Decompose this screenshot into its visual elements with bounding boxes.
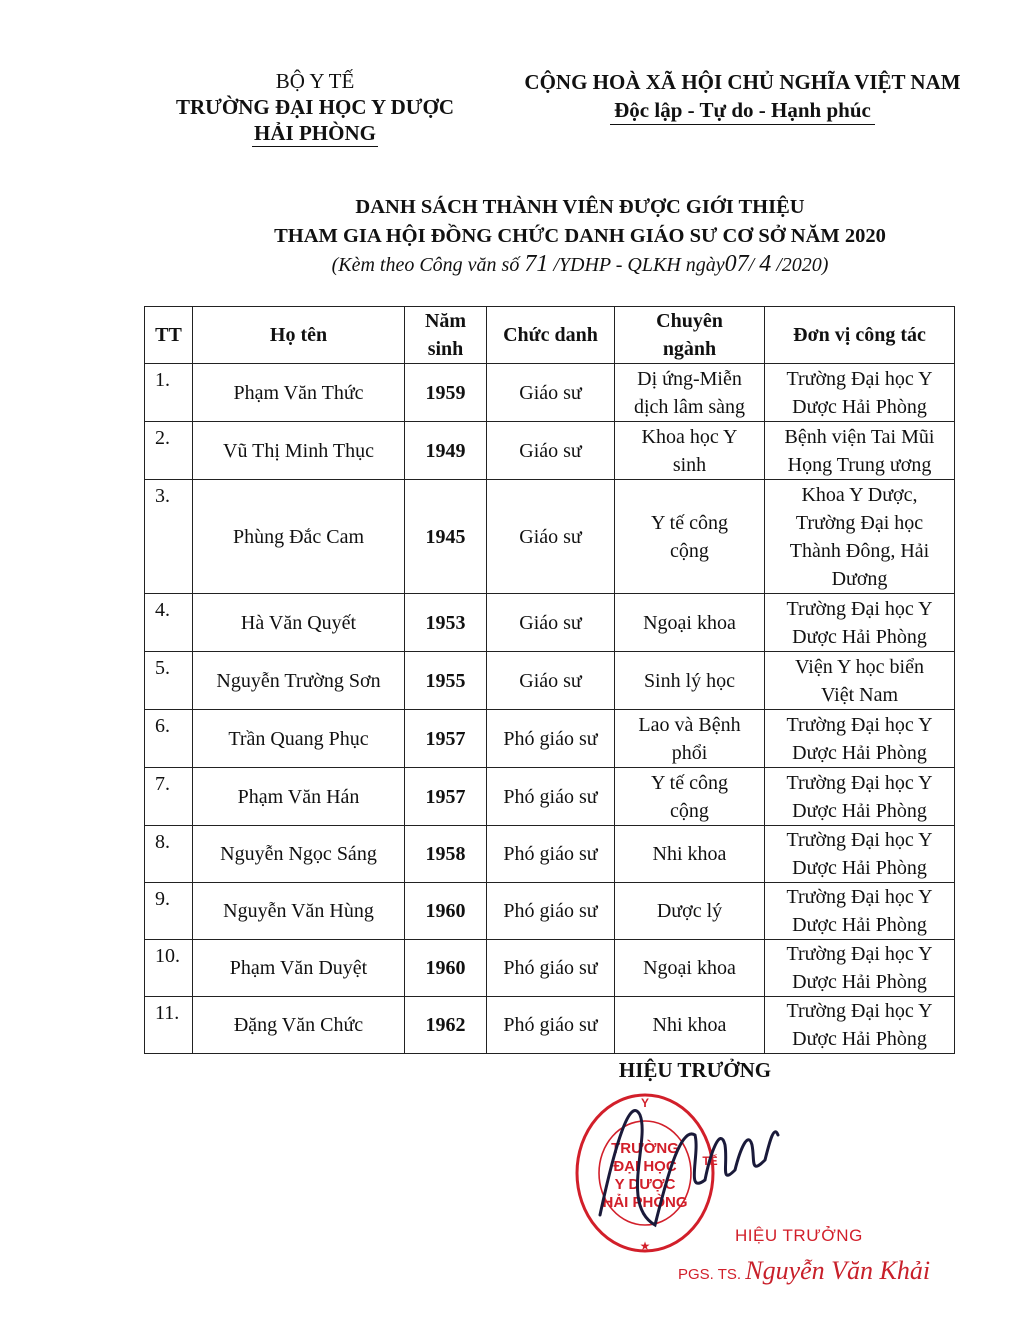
seal-text-4: HẢI PHÒNG xyxy=(602,1194,688,1211)
cell-field xyxy=(615,652,765,710)
col-header-field-l1: Chuyên xyxy=(656,310,723,332)
col-header-field xyxy=(615,307,765,364)
table-row xyxy=(145,422,955,480)
cell-field-line: cộng xyxy=(670,799,709,822)
cell-title: Giáo sư xyxy=(487,422,615,480)
cell-unit-line: Việt Nam xyxy=(820,683,899,706)
cell-unit xyxy=(765,883,955,940)
cell-name: Trần Quang Phục xyxy=(193,710,405,768)
country-name: CỘNG HOÀ XÃ HỘI CHỦ NGHĨA VIỆT NAM xyxy=(524,70,961,94)
school-name-line1: TRƯỜNG ĐẠI HỌC Y DƯỢC xyxy=(175,95,455,119)
col-header-year xyxy=(405,307,487,364)
table-row xyxy=(145,364,955,422)
cell-unit xyxy=(765,940,955,997)
cell-unit-line: Trường Đại học Y xyxy=(786,771,933,794)
cell-tt: 11. xyxy=(145,997,193,1054)
stamp-signer xyxy=(678,1256,930,1286)
table-header-row xyxy=(145,307,955,364)
seal-text-1: TRƯỜNG xyxy=(611,1140,679,1157)
cell-unit-line: Dược Hải Phòng xyxy=(792,857,927,879)
cell-unit-line: Họng Trung ương xyxy=(787,453,932,476)
table-row xyxy=(145,710,955,768)
cell-unit-line: Trường Đại học Y xyxy=(786,597,933,620)
title-line1: DANH SÁCH THÀNH VIÊN ĐƯỢC GIỚI THIỆU xyxy=(355,196,805,218)
seal-text-3: Y DƯỢC xyxy=(614,1176,676,1193)
table-row xyxy=(145,594,955,652)
cell-name: Phùng Đắc Cam xyxy=(193,480,405,594)
cell-year: 1958 xyxy=(405,826,487,883)
ref-suffix: /2020) xyxy=(776,254,829,276)
cell-field-line: Lao và Bệnh xyxy=(638,713,741,736)
cell-year: 1960 xyxy=(405,940,487,997)
col-header-name: Họ tên xyxy=(193,307,405,364)
cell-year: 1962 xyxy=(405,997,487,1054)
cell-unit-line: Thành Đông, Hải xyxy=(789,539,930,562)
cell-year: 1957 xyxy=(405,710,487,768)
cell-unit-line: Dược Hải Phòng xyxy=(792,799,927,822)
cell-unit-line: Dược Hải Phòng xyxy=(792,1028,927,1050)
cell-unit-line: Trường Đại học Y xyxy=(786,943,933,965)
cell-tt: 9. xyxy=(145,883,193,940)
cell-name: Phạm Văn Hán xyxy=(193,768,405,826)
cell-title: Phó giáo sư xyxy=(487,883,615,940)
cell-field-line: Dược lý xyxy=(656,900,723,922)
cell-field xyxy=(615,826,765,883)
member-table xyxy=(144,306,955,1054)
stamp-signer-name: Nguyễn Văn Khải xyxy=(745,1256,931,1285)
ministry-name: BỘ Y TẾ xyxy=(275,69,355,93)
cell-unit xyxy=(765,997,955,1054)
cell-title: Phó giáo sư xyxy=(487,997,615,1054)
table-row xyxy=(145,652,955,710)
col-header-year-l2: sinh xyxy=(427,338,464,360)
seal-text-5: Y xyxy=(640,1096,650,1110)
cell-unit-line: Bệnh viện Tai Mũi xyxy=(784,425,935,448)
ref-sep: / xyxy=(748,254,755,276)
cell-tt: 5. xyxy=(145,652,193,710)
cell-unit-line: Khoa Y Dược, xyxy=(801,483,918,506)
cell-field-line: sinh xyxy=(672,453,707,476)
col-header-title: Chức danh xyxy=(487,307,615,364)
reference-line xyxy=(150,251,1010,278)
signer-role: HIỆU TRƯỞNG xyxy=(618,1058,772,1082)
cell-name: Hà Văn Quyết xyxy=(193,594,405,652)
cell-field-line: Ngoại khoa xyxy=(643,957,736,979)
cell-unit xyxy=(765,422,955,480)
cell-title: Giáo sư xyxy=(487,480,615,594)
cell-unit-line: Dương xyxy=(831,567,888,590)
col-header-field-l2: ngành xyxy=(662,338,717,360)
cell-title: Giáo sư xyxy=(487,364,615,422)
cell-unit-line: Trường Đại học xyxy=(795,511,924,534)
stamp-role: HIỆU TRƯỞNG xyxy=(735,1226,863,1245)
cell-field-line: Sinh lý học xyxy=(643,669,736,692)
cell-name: Nguyễn Trường Sơn xyxy=(193,652,405,710)
cell-unit xyxy=(765,594,955,652)
ref-number: 71 xyxy=(524,251,549,277)
cell-tt: 6. xyxy=(145,710,193,768)
cell-field xyxy=(615,480,765,594)
cell-unit-line: Trường Đại học Y xyxy=(786,1000,933,1022)
cell-tt: 10. xyxy=(145,940,193,997)
cell-unit-line: Dược Hải Phòng xyxy=(792,395,927,418)
cell-name: Nguyễn Ngọc Sáng xyxy=(193,826,405,883)
cell-unit-line: Trường Đại học Y xyxy=(786,886,933,908)
cell-tt: 8. xyxy=(145,826,193,883)
cell-tt: 4. xyxy=(145,594,193,652)
table-row xyxy=(145,883,955,940)
cell-field-line: cộng xyxy=(670,539,709,562)
col-header-tt: TT xyxy=(145,307,193,364)
cell-unit-line: Dược Hải Phòng xyxy=(792,914,927,936)
document-title xyxy=(150,193,1010,251)
cell-field xyxy=(615,883,765,940)
cell-field-line: Ngoại khoa xyxy=(643,611,736,634)
cell-unit xyxy=(765,768,955,826)
cell-unit-line: Dược Hải Phòng xyxy=(792,625,927,648)
stamp-degree: PGS. TS. xyxy=(678,1266,742,1283)
cell-unit-line: Dược Hải Phòng xyxy=(792,971,927,993)
national-header xyxy=(505,68,980,125)
ref-day: 07 xyxy=(724,251,749,277)
cell-field-line: Y tế công xyxy=(650,771,728,794)
cell-unit-line: Dược Hải Phòng xyxy=(792,741,927,764)
ref-month: 4 xyxy=(759,251,772,277)
table-row xyxy=(145,997,955,1054)
cell-year: 1945 xyxy=(405,480,487,594)
school-name-line2: HẢI PHÒNG xyxy=(254,121,376,145)
cell-field-line: phổi xyxy=(671,741,708,764)
cell-field xyxy=(615,997,765,1054)
cell-unit-line: Trường Đại học Y xyxy=(786,829,933,851)
cell-name: Phạm Văn Duyệt xyxy=(193,940,405,997)
table-row xyxy=(145,768,955,826)
cell-name: Đặng Văn Chức xyxy=(193,997,405,1054)
cell-unit-line: Viện Y học biển xyxy=(795,655,924,678)
cell-title: Giáo sư xyxy=(487,652,615,710)
cell-title: Phó giáo sư xyxy=(487,710,615,768)
ref-prefix: (Kèm theo Công văn số xyxy=(331,254,520,276)
cell-year: 1957 xyxy=(405,768,487,826)
cell-tt: 2. xyxy=(145,422,193,480)
cell-year: 1949 xyxy=(405,422,487,480)
cell-field xyxy=(615,940,765,997)
col-header-unit: Đơn vị công tác xyxy=(765,307,955,364)
cell-title: Phó giáo sư xyxy=(487,940,615,997)
title-line2: THAM GIA HỘI ĐỒNG CHỨC DANH GIÁO SƯ CƠ SỞ NĂM 2020 xyxy=(274,225,886,247)
cell-title: Phó giáo sư xyxy=(487,768,615,826)
seal-star-icon: ★ xyxy=(639,1239,651,1253)
cell-unit xyxy=(765,710,955,768)
cell-field xyxy=(615,710,765,768)
cell-field-line: Nhi khoa xyxy=(652,1014,727,1036)
cell-tt: 1. xyxy=(145,364,193,422)
cell-field-line: Y tế công xyxy=(650,511,728,534)
cell-field-line: dịch lâm sàng xyxy=(633,395,746,418)
cell-unit xyxy=(765,652,955,710)
cell-name: Nguyễn Văn Hùng xyxy=(193,883,405,940)
cell-unit-line: Trường Đại học Y xyxy=(786,713,933,736)
cell-name: Vũ Thị Minh Thục xyxy=(193,422,405,480)
cell-unit xyxy=(765,364,955,422)
cell-unit-line: Trường Đại học Y xyxy=(786,367,933,390)
cell-field xyxy=(615,594,765,652)
cell-title: Phó giáo sư xyxy=(487,826,615,883)
cell-field-line: Nhi khoa xyxy=(652,843,727,865)
seal-text-6: TẾ xyxy=(702,1154,718,1168)
cell-title: Giáo sư xyxy=(487,594,615,652)
cell-year: 1955 xyxy=(405,652,487,710)
cell-unit xyxy=(765,480,955,594)
cell-year: 1953 xyxy=(405,594,487,652)
cell-year: 1960 xyxy=(405,883,487,940)
table-body xyxy=(145,364,955,1054)
cell-tt: 7. xyxy=(145,768,193,826)
cell-field xyxy=(615,768,765,826)
cell-year: 1959 xyxy=(405,364,487,422)
col-header-year-l1: Năm xyxy=(424,310,467,332)
table-row xyxy=(145,940,955,997)
cell-field-line: Khoa học Y xyxy=(641,425,738,448)
cell-unit xyxy=(765,826,955,883)
issuer-block xyxy=(160,68,470,147)
national-motto: Độc lập - Tự do - Hạnh phúc xyxy=(610,96,875,125)
cell-name: Phạm Văn Thức xyxy=(193,364,405,422)
ref-middle: /YDHP - QLKH ngày xyxy=(553,254,725,276)
table-row xyxy=(145,826,955,883)
table-row xyxy=(145,480,955,594)
cell-field-line: Dị ứng-Miễn xyxy=(637,367,742,390)
cell-field xyxy=(615,422,765,480)
cell-tt: 3. xyxy=(145,480,193,594)
cell-field xyxy=(615,364,765,422)
seal-text-2: ĐẠI HỌC xyxy=(613,1158,677,1175)
